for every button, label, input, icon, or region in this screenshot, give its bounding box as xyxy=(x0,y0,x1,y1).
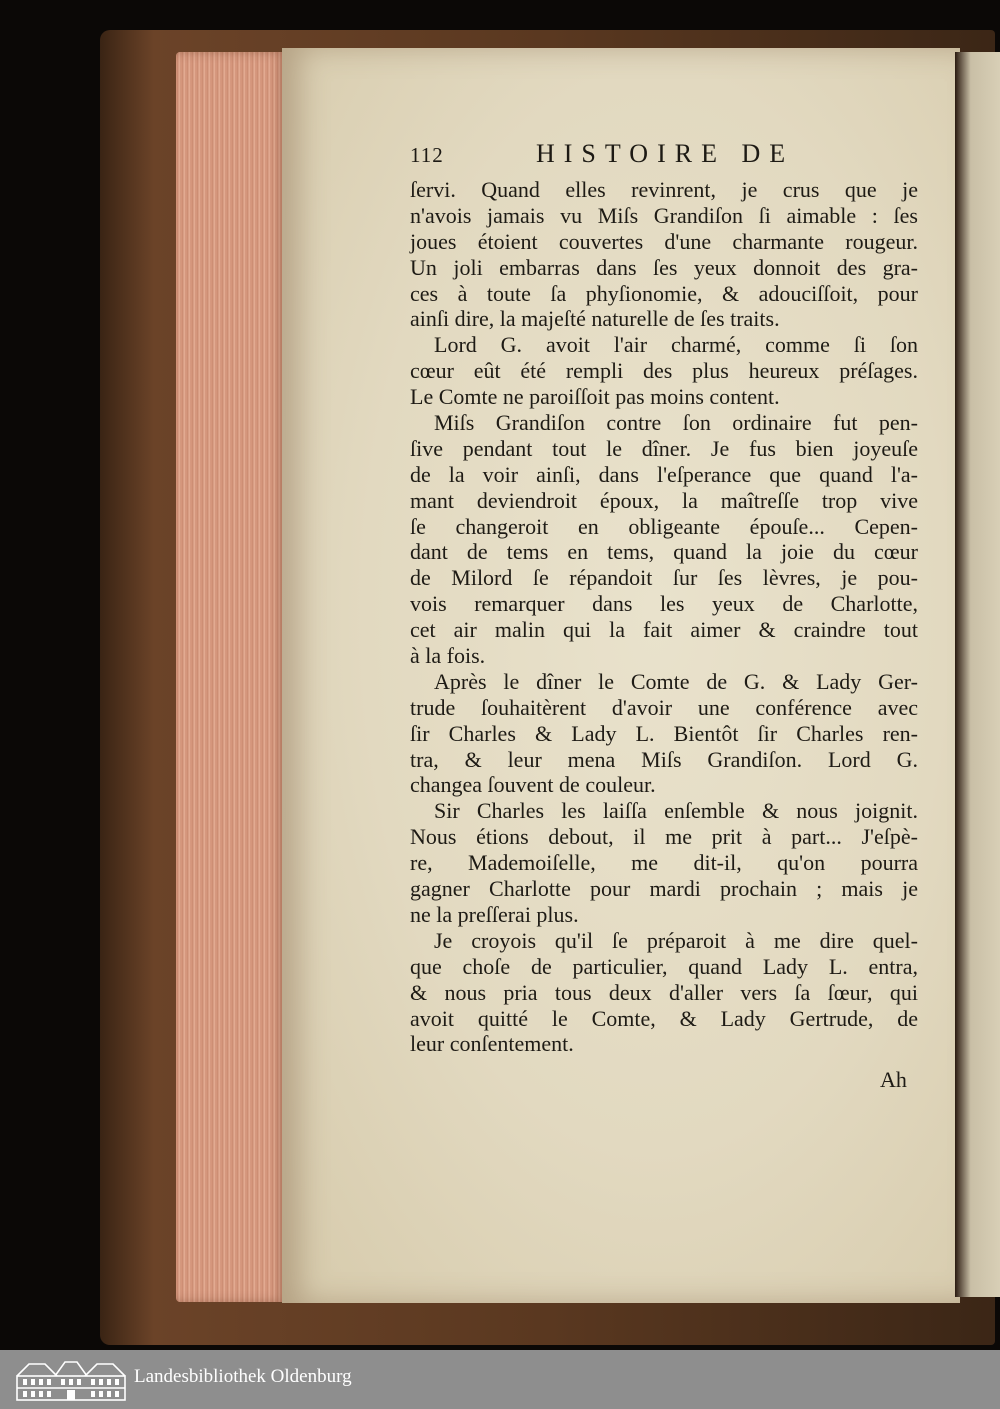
text-line: cet air malin qui la fait aimer & craindre tout xyxy=(410,617,918,643)
text-line: trude ſouhaitèrent d'avoir une conférence avec xyxy=(410,694,918,720)
text-line: n'avois jamais vu Miſs Grandiſon ſi aimable : ſes xyxy=(410,202,918,228)
library-name: Landesbibliothek Oldenburg xyxy=(134,1366,352,1387)
text-line: Le Comte ne paroiſſoit pas moins content. xyxy=(410,384,780,410)
facing-page-gutter xyxy=(955,52,1000,1297)
text-line: ſervi. Quand elles revinrent, je crus que je xyxy=(410,177,918,202)
text-line: cœur eût été rempli des plus heureux préſages. xyxy=(410,358,918,384)
text-line: re, Mademoiſelle, me dit-il, qu'on pourra xyxy=(410,850,918,876)
text-line: Sir Charles les laiſſa enſemble & nous joignit. xyxy=(434,798,918,824)
text-line: ſive pendant tout le dîner. Je fus bien joyeuſe xyxy=(410,435,918,461)
text-line: gagner Charlotte pour mardi prochain ; mais je xyxy=(410,876,918,902)
text-line: ſe changeroit en obligeante épouſe... Cepen- xyxy=(410,513,918,539)
text-line: Nous étions debout, il me prit à part... J'eſpè- xyxy=(410,824,918,850)
text-line: ces à toute ſa phyſionomie, & adouciſſoit, pour xyxy=(410,280,918,306)
text-line: Je croyois qu'il ſe préparoit à me dire quel- xyxy=(434,927,918,953)
text-line: joues étoient couvertes d'une charmante rougeur. xyxy=(410,228,918,254)
text-line: dant de tems en tems, quand la joie du cœur xyxy=(410,539,918,565)
text-line: changea ſouvent de couleur. xyxy=(410,772,656,798)
text-line: ainſi dire, la majeſté naturelle de ſes traits. xyxy=(410,306,780,332)
catchword: Ah xyxy=(880,1067,907,1092)
library-building-icon xyxy=(15,1358,127,1402)
page-number: 112 xyxy=(410,143,444,167)
text-line: & nous pria tous deux d'aller vers ſa ſœur, qui xyxy=(410,979,918,1005)
text-line: vois remarquer dans les yeux de Charlotte, xyxy=(410,591,918,617)
text-line: Un joli embarras dans ſes yeux donnoit des gra- xyxy=(410,254,918,280)
text-line: Lord G. avoit l'air charmé, comme ſi ſon xyxy=(434,332,918,358)
page-edges xyxy=(176,52,286,1302)
running-head xyxy=(410,139,830,173)
text-line: que choſe de particulier, quand Lady L. entra, xyxy=(410,953,918,979)
text-line: tra, & leur mena Miſs Grandiſon. Lord G. xyxy=(410,746,918,772)
text-line: de Milord ſe répandoit ſur ſes lèvres, je pou- xyxy=(410,565,918,591)
body-text xyxy=(410,177,918,1057)
text-line: ſir Charles & Lady L. Bientôt ſir Charles ren- xyxy=(410,720,918,746)
text-line: Après le dîner le Comte de G. & Lady Ger- xyxy=(434,668,918,694)
text-line: leur conſentement. xyxy=(410,1031,574,1057)
text-line: Miſs Grandiſon contre ſon ordinaire fut pen- xyxy=(434,410,918,436)
text-line: de la voir ainſi, dans l'eſperance que quand l'a- xyxy=(410,461,918,487)
footer-bar xyxy=(0,1350,1000,1409)
running-title: HISTOIRE DE xyxy=(536,139,795,168)
text-line: à la fois. xyxy=(410,643,486,669)
text-line: ne la preſſerai plus. xyxy=(410,901,579,927)
text-line: avoit quitté le Comte, & Lady Gertrude, de xyxy=(410,1005,918,1031)
text-line: mant deviendroit époux, la maîtreſſe trop vive xyxy=(410,487,918,513)
